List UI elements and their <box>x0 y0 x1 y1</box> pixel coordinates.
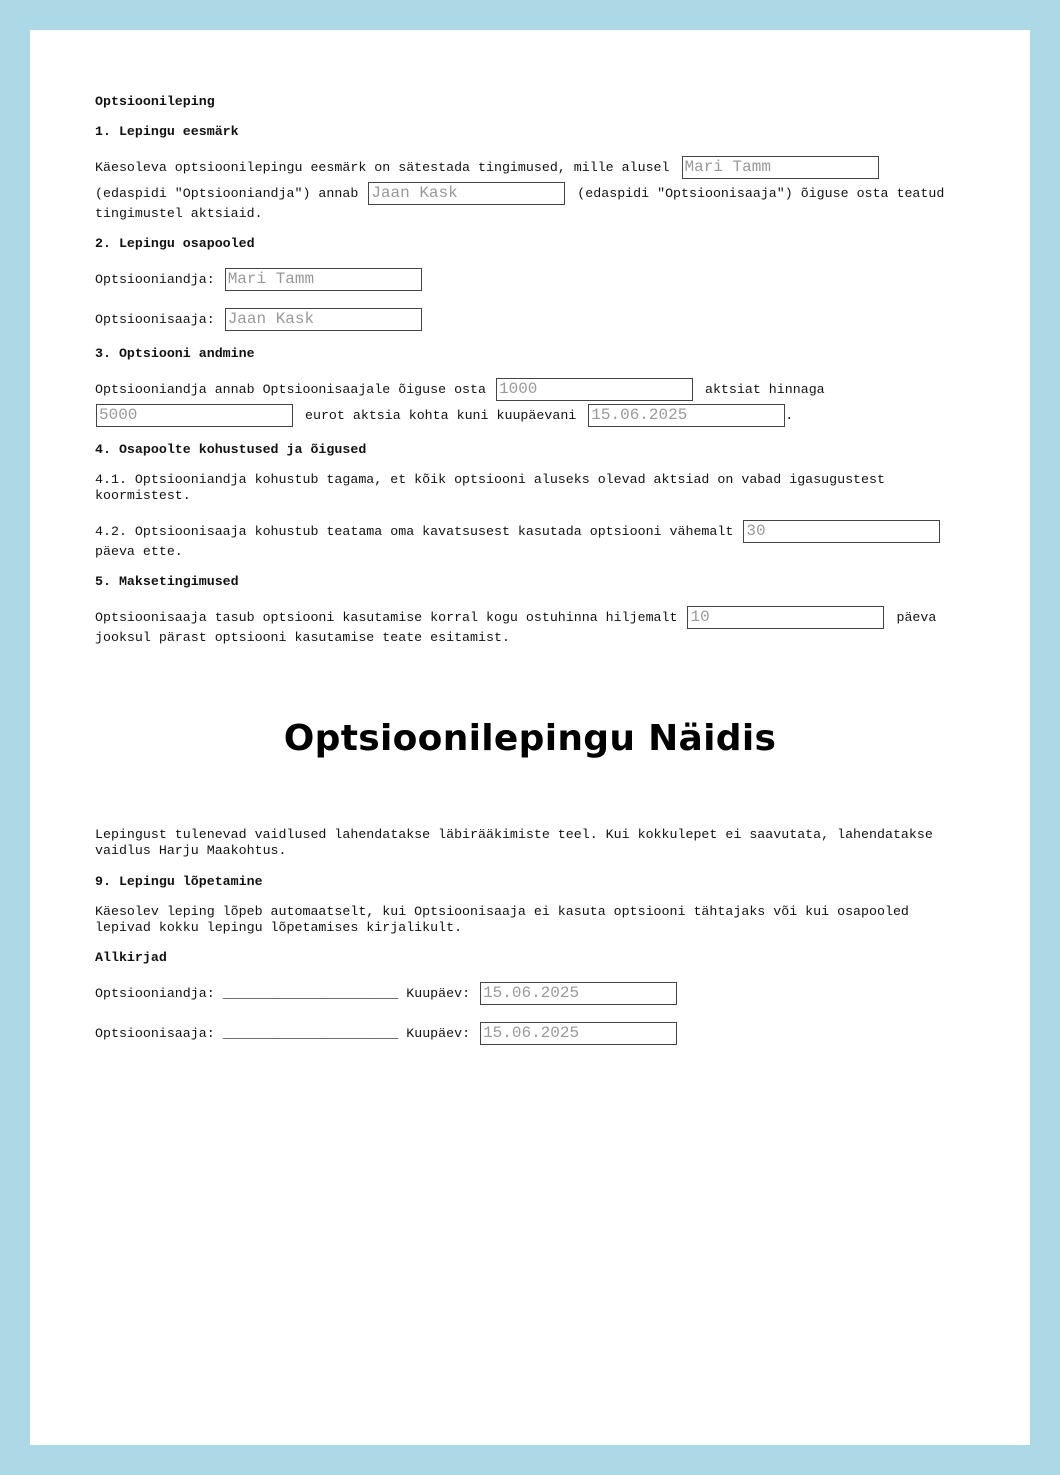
holder-input[interactable]: Jaan Kask <box>225 308 422 331</box>
document-title: Optsioonileping <box>95 94 215 109</box>
clause-4-2-text: päeva ette. <box>95 544 183 559</box>
section-5-heading: 5. Maksetingimused <box>95 574 239 589</box>
section-5-line-1 <box>95 606 936 629</box>
section-3-heading: 3. Optsiooni andmine <box>95 346 255 361</box>
section-3-line-2 <box>95 404 793 427</box>
grantor-date-input[interactable]: 15.06.2025 <box>480 982 677 1005</box>
section-1-line-1 <box>95 156 879 179</box>
section-1-text: (edaspidi "Optsioonisaaja") õiguse osta teatud <box>577 186 945 202</box>
expiry-date-input[interactable]: 15.06.2025 <box>588 404 785 427</box>
grantor-label: Optsiooniandja: <box>95 272 215 288</box>
grantor-name-input[interactable]: Mari Tamm <box>682 156 879 179</box>
section-3-text: . <box>785 408 794 424</box>
disputes-paragraph: Lepingust tulenevad vaidlused lahendatakse läbirääkimiste teel. Kui kokkulepet ei saavutata, lahendatakse vaidlus Harju Maakohtus. <box>95 827 933 858</box>
holder-date-label: Kuupäev: <box>406 1026 471 1042</box>
grantor-row <box>95 268 422 291</box>
section-3-text: eurot aktsia kohta kuni kuupäevani <box>304 408 577 424</box>
grantor-signature-label: Optsiooniandja: <box>95 986 215 1002</box>
price-input[interactable]: 5000 <box>96 404 293 427</box>
clause-4-1: 4.1. Optsiooniandja kohustub tagama, et kõik optsiooni aluseks olevad aktsiad on vabad igasugustest koormistest. <box>95 472 885 503</box>
grantor-signature-row <box>95 982 677 1005</box>
section-2-heading: 2. Lepingu osapooled <box>95 236 255 251</box>
section-3-line-1 <box>95 378 825 401</box>
clause-4-2-text: 4.2. Optsioonisaaja kohustub teatama oma kavatsusest kasutada optsiooni vähemalt <box>95 524 734 540</box>
holder-signature-label: Optsioonisaaja: <box>95 1026 215 1042</box>
section-1-text: Käesoleva optsioonilepingu eesmärk on sätestada tingimused, mille alusel <box>95 160 670 176</box>
holder-label: Optsioonisaaja: <box>95 312 215 328</box>
grantor-signature-line[interactable]: ______________________ <box>222 986 399 1002</box>
shares-count-input[interactable]: 1000 <box>496 378 693 401</box>
holder-name-input[interactable]: Jaan Kask <box>368 182 565 205</box>
section-3-text: Optsiooniandja annab Optsioonisaajale õiguse osta <box>95 382 486 398</box>
grantor-input[interactable]: Mari Tamm <box>225 268 422 291</box>
section-1-heading: 1. Lepingu eesmärk <box>95 124 239 139</box>
holder-signature-line[interactable]: ______________________ <box>222 1026 399 1042</box>
section-3-text: aktsiat hinnaga <box>704 382 825 398</box>
holder-signature-row <box>95 1022 677 1045</box>
section-1-text: tingimustel aktsiaid. <box>95 206 263 221</box>
signatures-heading: Allkirjad <box>95 950 167 965</box>
clause-4-2-line-1 <box>95 520 940 543</box>
payment-days-input[interactable]: 10 <box>687 606 884 629</box>
section-1-line-2 <box>95 182 944 205</box>
termination-paragraph: Käesolev leping lõpeb automaatselt, kui Optsioonisaaja ei kasuta optsiooni tähtajaks või kui osapooled lepivad kokku lepingu lõpetamises kirjalikult. <box>95 904 909 935</box>
notice-days-input[interactable]: 30 <box>743 520 940 543</box>
banner-title: Optsioonilepingu Näidis <box>283 718 777 759</box>
section-5-text: jooksul pärast optsiooni kasutamise teate esitamist. <box>95 630 510 645</box>
holder-date-input[interactable]: 15.06.2025 <box>480 1022 677 1045</box>
section-9-heading: 9. Lepingu lõpetamine <box>95 874 263 889</box>
section-5-text: päeva <box>896 610 937 626</box>
holder-row <box>95 308 422 331</box>
section-4-heading: 4. Osapoolte kohustused ja õigused <box>95 442 367 457</box>
section-1-text: (edaspidi "Optsiooniandja") annab <box>95 186 359 202</box>
grantor-date-label: Kuupäev: <box>406 986 471 1002</box>
document-page <box>30 30 1030 1445</box>
section-5-text: Optsioonisaaja tasub optsiooni kasutamise korral kogu ostuhinna hiljemalt <box>95 610 678 626</box>
